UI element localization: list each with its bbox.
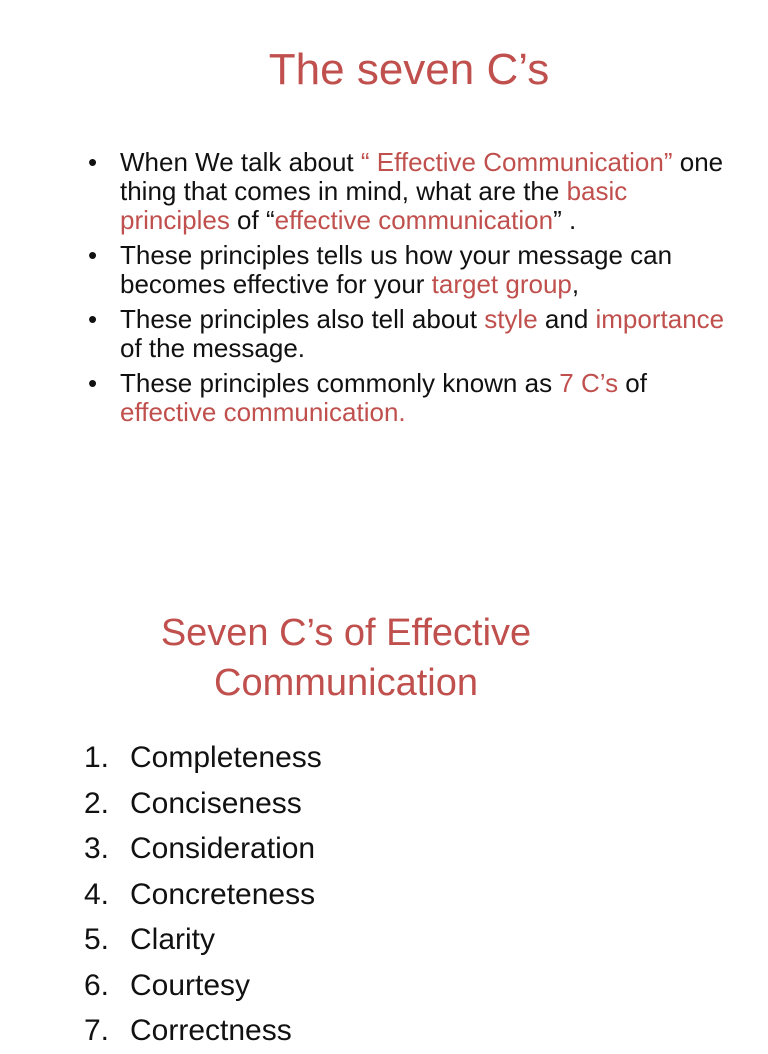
list-number: 7.	[84, 1014, 110, 1047]
bullet-item	[88, 304, 740, 363]
list-item	[84, 1008, 322, 1054]
highlighted-text: effective communication	[274, 205, 554, 235]
bullet-dot-icon: •	[88, 147, 98, 177]
highlighted-text: importance	[595, 304, 725, 334]
bullet-text: When We talk about	[120, 147, 361, 177]
list-item	[84, 735, 322, 781]
list-item	[84, 917, 322, 963]
bullet-text: and	[537, 304, 596, 334]
list-label: Clarity	[130, 923, 216, 956]
list-number: 1.	[84, 741, 110, 774]
bullet-text: These principles tells us how your message can becomes effective for your	[120, 240, 673, 299]
list-number: 6.	[84, 968, 110, 1002]
list-number: 3.	[84, 832, 110, 865]
seven-cs-list	[84, 735, 322, 1054]
title-line-2: Communication	[214, 662, 478, 704]
bullet-text: These principles commonly known as	[120, 368, 560, 398]
list-label: Consideration	[130, 832, 316, 865]
list-label: Conciseness	[130, 786, 302, 820]
highlighted-text: basic principles	[120, 176, 628, 235]
bullet-text: of	[618, 368, 647, 398]
bullet-item	[88, 147, 740, 235]
highlighted-text: 7 C’s	[559, 368, 619, 398]
title-line-1: Seven C’s of Effective	[160, 612, 532, 654]
list-item	[84, 963, 322, 1009]
list-item	[84, 826, 322, 872]
bullet-text: of “	[229, 205, 275, 235]
highlighted-text: “ Effective Communication”	[360, 147, 673, 177]
list-item	[84, 872, 322, 918]
highlighted-text: effective communication.	[120, 397, 406, 427]
slide-title: The seven C’s	[268, 45, 550, 94]
bullet-item	[88, 368, 740, 427]
bullet-text: These principles also tell about	[120, 304, 485, 334]
slide-seven-cs-list	[0, 560, 768, 1047]
bullet-dot-icon: •	[88, 368, 98, 398]
list-number: 4.	[84, 877, 110, 911]
bullet-list	[88, 147, 740, 433]
bullet-text: of the message.	[120, 333, 305, 363]
list-label: Concreteness	[130, 877, 316, 911]
list-label: Completeness	[130, 741, 322, 774]
bullet-dot-icon: •	[88, 304, 98, 334]
list-number: 2.	[84, 786, 110, 820]
list-number: 5.	[84, 923, 110, 956]
list-item	[84, 781, 322, 827]
highlighted-text: style	[484, 304, 538, 334]
bullet-text: ” .	[553, 205, 577, 235]
bullet-dot-icon: •	[88, 240, 98, 270]
slide-the-seven-cs	[0, 0, 768, 520]
list-label: Courtesy	[130, 968, 251, 1002]
list-label: Correctness	[130, 1014, 292, 1047]
slide-title	[104, 608, 588, 708]
bullet-text: one thing that comes in mind, what are the	[120, 147, 724, 206]
bullet-item	[88, 240, 740, 299]
bullet-text: ,	[571, 269, 580, 299]
highlighted-text: target group	[431, 269, 572, 299]
